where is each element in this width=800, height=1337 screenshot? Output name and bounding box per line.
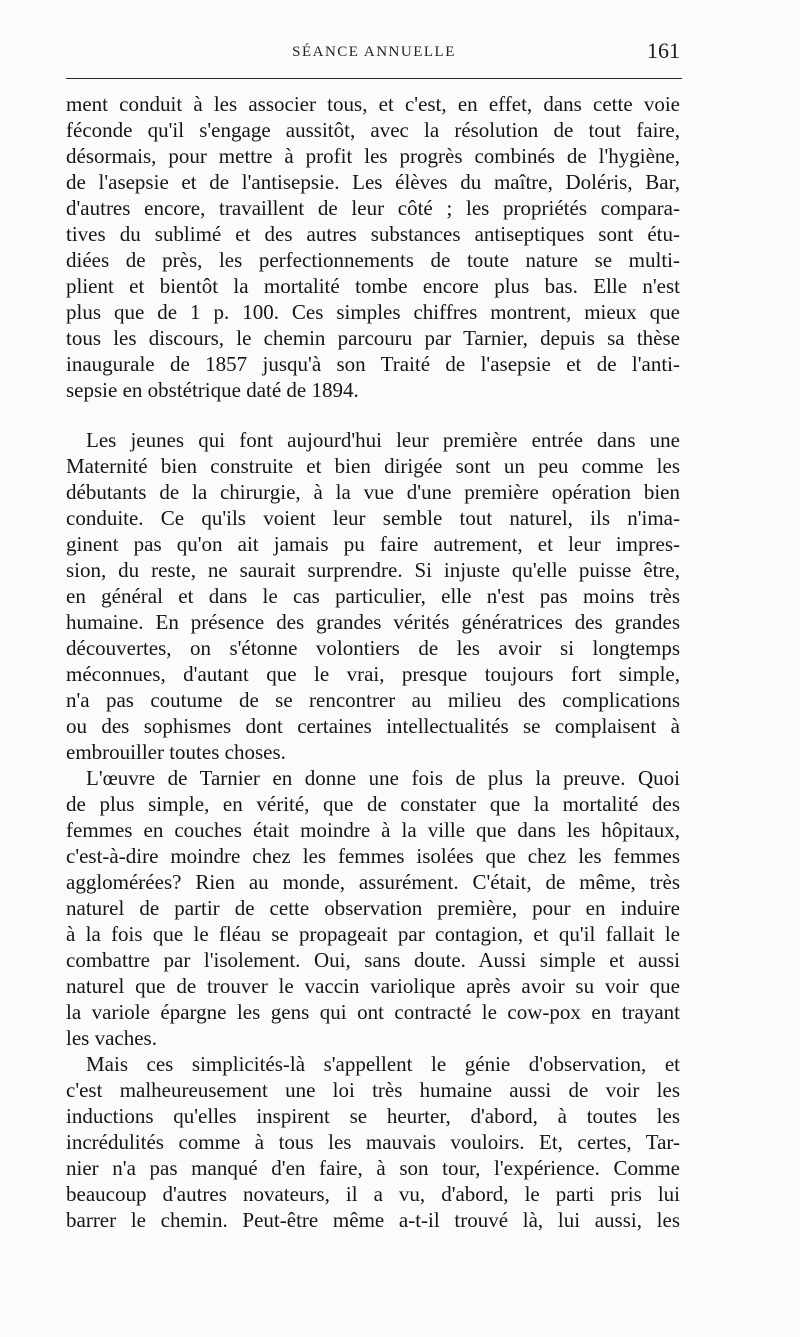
text-line: tives du sublimé et des autres substances antiseptiques sont étu- bbox=[66, 222, 680, 246]
text-line: c'est malheureusement une loi très humaine aussi de voir les bbox=[66, 1078, 680, 1102]
text-line: de plus simple, en vérité, que de constater que la mortalité des bbox=[66, 792, 680, 816]
text-line: combattre par l'isolement. Oui, sans doute. Aussi simple et aussi bbox=[66, 948, 680, 972]
text-line: les vaches. bbox=[66, 1026, 157, 1050]
text-line: de l'asepsie et de l'antisepsie. Les élèves du maître, Doléris, Bar, bbox=[66, 170, 680, 194]
paragraph bbox=[66, 91, 680, 403]
body-text bbox=[66, 91, 680, 1233]
text-line: nier n'a pas manqué d'en faire, à son tour, l'expérience. Comme bbox=[66, 1156, 680, 1180]
text-line: en général et dans le cas particulier, elle n'est pas moins très bbox=[66, 584, 680, 608]
text-line: Les jeunes qui font aujourd'hui leur première entrée dans une bbox=[86, 428, 680, 452]
text-line: agglomérées? Rien au monde, assurément. C'était, de même, très bbox=[66, 870, 680, 894]
text-line: incrédulités comme à tous les mauvais vouloirs. Et, certes, Tar- bbox=[66, 1130, 680, 1154]
text-line: plient et bientôt la mortalité tombe encore plus bas. Elle n'est bbox=[66, 274, 680, 298]
text-line: inductions qu'elles inspirent se heurter, d'abord, à toutes les bbox=[66, 1104, 680, 1128]
page-number: 161 bbox=[647, 38, 680, 63]
text-line: L'œuvre de Tarnier en donne une fois de plus la preuve. Quoi bbox=[86, 766, 680, 790]
paragraph bbox=[66, 765, 680, 1051]
text-line: embrouiller toutes choses. bbox=[66, 740, 286, 764]
text-line: plus que de 1 p. 100. Ces simples chiffres montrent, mieux que bbox=[66, 300, 680, 324]
text-line: femmes en couches était moindre à la ville que dans les hôpitaux, bbox=[66, 818, 680, 842]
paragraph bbox=[66, 427, 680, 765]
page-header bbox=[66, 36, 682, 76]
text-line: Mais ces simplicités-là s'appellent le génie d'observation, et bbox=[86, 1052, 680, 1076]
text-line: c'est-à-dire moindre chez les femmes isolées que chez les femmes bbox=[66, 844, 680, 868]
text-line: féconde qu'il s'engage aussitôt, avec la résolution de tout faire, bbox=[66, 118, 680, 142]
text-line: beaucoup d'autres novateurs, il a vu, d'abord, le parti pris lui bbox=[66, 1182, 680, 1206]
text-line: diées de près, les perfectionnements de toute nature se multi- bbox=[66, 248, 680, 272]
text-line: n'a pas coutume de se rencontrer au milieu des complications bbox=[66, 688, 680, 712]
header-rule bbox=[66, 78, 682, 79]
text-line: méconnues, d'autant que le vrai, presque toujours fort simple, bbox=[66, 662, 680, 686]
text-line: ment conduit à les associer tous, et c'est, en effet, dans cette voie bbox=[66, 92, 680, 116]
text-line: conduite. Ce qu'ils voient leur semble tout naturel, ils n'ima- bbox=[66, 506, 680, 530]
text-line: sepsie en obstétrique daté de 1894. bbox=[66, 378, 359, 402]
text-line: ginent pas qu'on ait jamais pu faire autrement, et leur impres- bbox=[66, 532, 680, 556]
text-line: désormais, pour mettre à profit les progrès combinés de l'hygiène, bbox=[66, 144, 680, 168]
text-line: à la fois que le fléau se propageait par contagion, et qu'il fallait le bbox=[66, 922, 680, 946]
text-line: découvertes, on s'étonne volontiers de les avoir si longtemps bbox=[66, 636, 680, 660]
running-title: SÉANCE ANNUELLE bbox=[292, 44, 456, 60]
text-line: tous les discours, le chemin parcouru par Tarnier, depuis sa thèse bbox=[66, 326, 680, 350]
text-line: barrer le chemin. Peut-être même a-t-il trouvé là, lui aussi, les bbox=[66, 1208, 680, 1232]
text-line: humaine. En présence des grandes vérités génératrices des grandes bbox=[66, 610, 680, 634]
text-line: la variole épargne les gens qui ont contracté le cow-pox en trayant bbox=[66, 1000, 680, 1024]
paragraph-gap bbox=[66, 403, 680, 427]
paragraph bbox=[66, 1051, 680, 1233]
text-line: Maternité bien construite et bien dirigée sont un peu comme les bbox=[66, 454, 680, 478]
text-line: ou des sophismes dont certaines intellectualités se complaisent à bbox=[66, 714, 680, 738]
text-line: naturel que de trouver le vaccin variolique après avoir su voir que bbox=[66, 974, 680, 998]
text-line: naturel de partir de cette observation première, pour en induire bbox=[66, 896, 680, 920]
text-line: débutants de la chirurgie, à la vue d'une première opération bien bbox=[66, 480, 680, 504]
text-line: d'autres encore, travaillent de leur côté ; les propriétés compara- bbox=[66, 196, 680, 220]
text-line: sion, du reste, ne saurait surprendre. Si injuste qu'elle puisse être, bbox=[66, 558, 680, 582]
text-line: inaugurale de 1857 jusqu'à son Traité de l'asepsie et de l'anti- bbox=[66, 352, 680, 376]
